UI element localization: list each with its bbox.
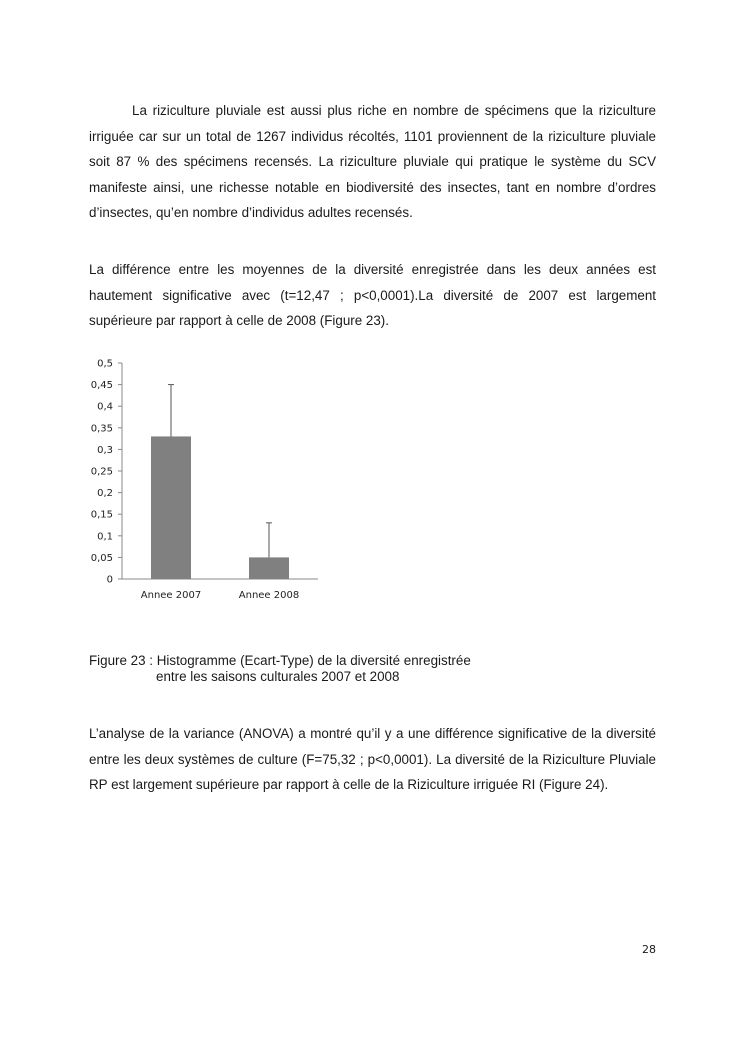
y-tick-label: 0,05 — [90, 552, 113, 564]
y-tick-label: 0,15 — [90, 509, 113, 521]
figure-caption-line2: entre les saisons culturales 2007 et 2008 — [156, 669, 400, 684]
x-tick-label: Annee 2007 — [140, 590, 202, 601]
y-tick-label: 0,2 — [97, 488, 113, 500]
page-number: 28 — [642, 943, 656, 956]
figure-caption-line1: Figure 23 : Histogramme (Ecart-Type) de la diversité enregistrée — [89, 653, 471, 668]
y-tick-label: 0,5 — [97, 358, 113, 370]
bar — [249, 557, 289, 579]
y-tick-label: 0,1 — [97, 531, 113, 543]
y-tick-label: 0,35 — [90, 423, 113, 435]
y-tick-label: 0,4 — [97, 401, 113, 413]
y-tick-label: 0,25 — [90, 466, 113, 478]
bar-chart — [76, 352, 326, 610]
bar — [151, 436, 191, 579]
y-tick-label: 0 — [106, 574, 113, 586]
paragraph-1: La riziculture pluviale est aussi plus riche en nombre de spécimens que la riziculture irriguée car sur un total de 1267 individus récoltés, 1101 proviennent de la riziculture pluviale soit 87 % des spécimens recensés. La riziculture pluviale qui pratique le système du SCV manifeste ainsi, une richesse notable en biodiversité des insectes, tant en nombre d’ordres d’insectes, qu’en nombre d’individus adultes recensés. — [89, 103, 656, 221]
paragraph-2: La différence entre les moyennes de la diversité enregistrée dans les deux années est hautement significative avec (t=12,47 ; p<0,0001).La diversité de 2007 est largement supérieure par rapport à celle de 2008 (Figure 23). — [89, 262, 656, 329]
x-tick-label: Annee 2008 — [238, 590, 300, 601]
y-tick-label: 0,45 — [90, 380, 113, 392]
paragraph-3: L’analyse de la variance (ANOVA) a montré qu’il y a une différence significative de la diversité entre les deux systèmes de culture (F=75,32 ; p<0,0001). La diversité de la Riziculture Pluviale RP est largement supérieure par rapport à celle de la Riziculture irriguée RI (Figure 24). — [89, 726, 656, 793]
y-tick-label: 0,3 — [97, 444, 113, 456]
